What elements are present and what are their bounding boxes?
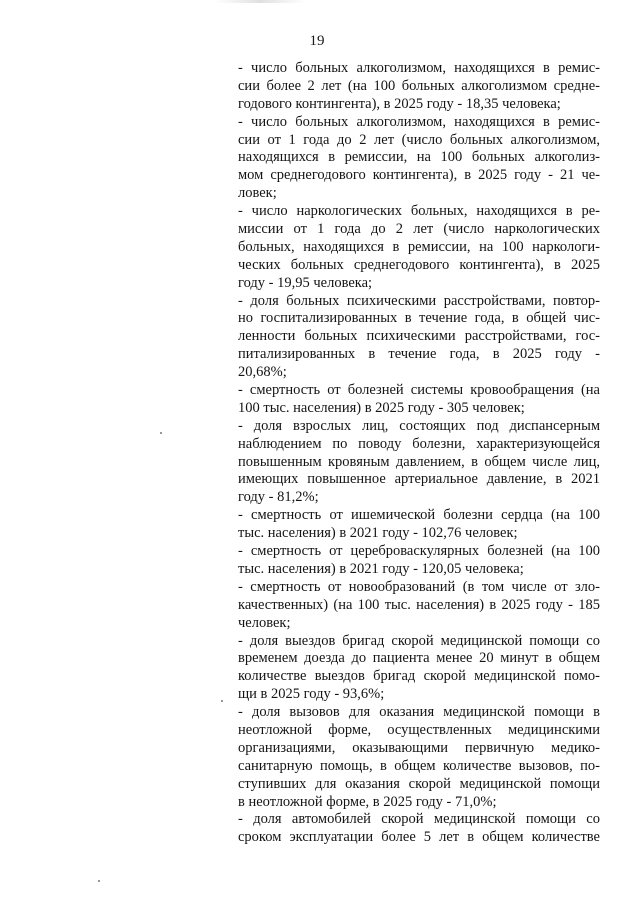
text-line: ступивших для оказания скорой медицинской помощи bbox=[238, 775, 600, 792]
text-line: 20,68%; bbox=[238, 364, 287, 381]
text-line: санитарную помощь, в общем количестве вызовов, по- bbox=[238, 757, 600, 774]
text-line: организациями, оказывающими первичную медико- bbox=[238, 739, 600, 756]
text-line: миссии от 1 года до 2 лет (число наркологических bbox=[238, 221, 600, 238]
text-line: году - 19,95 человека; bbox=[238, 274, 373, 291]
text-line: - смертность от новообразований (в том числе от зло- bbox=[238, 578, 600, 595]
text-line: но госпитализированных в течение года, в общей чис- bbox=[238, 310, 600, 327]
text-line: щи в 2025 году - 93,6%; bbox=[238, 686, 385, 703]
text-line: временем доезда до пациента менее 20 минут в общем bbox=[238, 650, 600, 667]
scan-speck bbox=[98, 880, 100, 882]
text-line: - число больных алкоголизмом, находящихся в ремис- bbox=[238, 60, 600, 76]
text-line: больных, находящихся в ремиссии, на 100 наркологи- bbox=[238, 238, 600, 255]
text-line: - доля выездов бригад скорой медицинской помощи со bbox=[238, 632, 600, 649]
text-line: годового контингента), в 2025 году - 18,35 человека; bbox=[238, 95, 561, 112]
text-line: тыс. населения) в 2021 году - 102,76 человек; bbox=[238, 525, 518, 542]
text-line: количестве выездов бригад скорой медицинской помо- bbox=[238, 668, 600, 685]
page-number: 19 bbox=[309, 33, 325, 49]
text-line: - число больных алкоголизмом, находящихся в ремис- bbox=[238, 113, 600, 130]
text-line: году - 81,2%; bbox=[238, 489, 319, 506]
scan-artifact bbox=[215, 0, 305, 3]
text-line: - число наркологических больных, находящихся в ре- bbox=[238, 203, 600, 220]
text-line: наблюдением по поводу болезни, характеризующейся bbox=[238, 435, 600, 452]
text-line: - смертность от ишемической болезни сердца (на 100 bbox=[238, 507, 600, 524]
body-text-column bbox=[238, 60, 600, 847]
text-line: неотложной форме, осуществленных медицинскими bbox=[238, 721, 600, 738]
text-line: имеющих повышенное артериальное давление, в 2021 bbox=[238, 471, 600, 488]
text-line: ленности больных психическими расстройствами, гос- bbox=[238, 328, 600, 345]
text-line: находящихся в ремиссии, на 100 больных алкоголиз- bbox=[238, 149, 600, 166]
scan-speck bbox=[221, 700, 223, 702]
text-line: тыс. населения) в 2021 году - 120,05 человека; bbox=[238, 560, 524, 577]
text-line: повышенным кровяным давлением, в общем числе лиц, bbox=[238, 453, 600, 470]
text-line: - доля вызовов для оказания медицинской помощи в bbox=[238, 704, 600, 721]
text-line: - смертность от болезней системы кровообращения (на bbox=[238, 382, 600, 399]
text-line: питализированных в течение года, в 2025 году - bbox=[238, 346, 600, 363]
text-line: мом среднегодового контингента), в 2025 году - 21 че- bbox=[238, 167, 600, 184]
text-line: - смертность от цереброваскулярных болезней (на 100 bbox=[238, 543, 600, 560]
text-line: человек; bbox=[238, 614, 291, 631]
text-line: сии от 1 года до 2 лет (число больных алкоголизмом, bbox=[238, 131, 600, 148]
text-line: сии более 2 лет (на 100 больных алкоголизмом средне- bbox=[238, 77, 600, 94]
text-line: в неотложной форме, в 2025 году - 71,0%; bbox=[238, 793, 497, 810]
scan-speck bbox=[160, 432, 162, 434]
text-line: - доля взрослых лиц, состоящих под диспансерным bbox=[238, 417, 600, 434]
text-line: - доля больных психическими расстройствами, повтор- bbox=[238, 292, 600, 309]
text-line: качественных) (на 100 тыс. населения) в 2025 году - 185 bbox=[238, 596, 600, 613]
text-line: сроком эксплуатации более 5 лет в общем количестве bbox=[238, 829, 600, 846]
text-line: 100 тыс. населения) в 2025 году - 305 человек; bbox=[238, 399, 525, 416]
text-line: - доля автомобилей скорой медицинской помощи со bbox=[238, 811, 600, 828]
text-line: ловек; bbox=[238, 185, 277, 202]
text-line: ческих больных среднегодового контингента), в 2025 bbox=[238, 256, 600, 273]
